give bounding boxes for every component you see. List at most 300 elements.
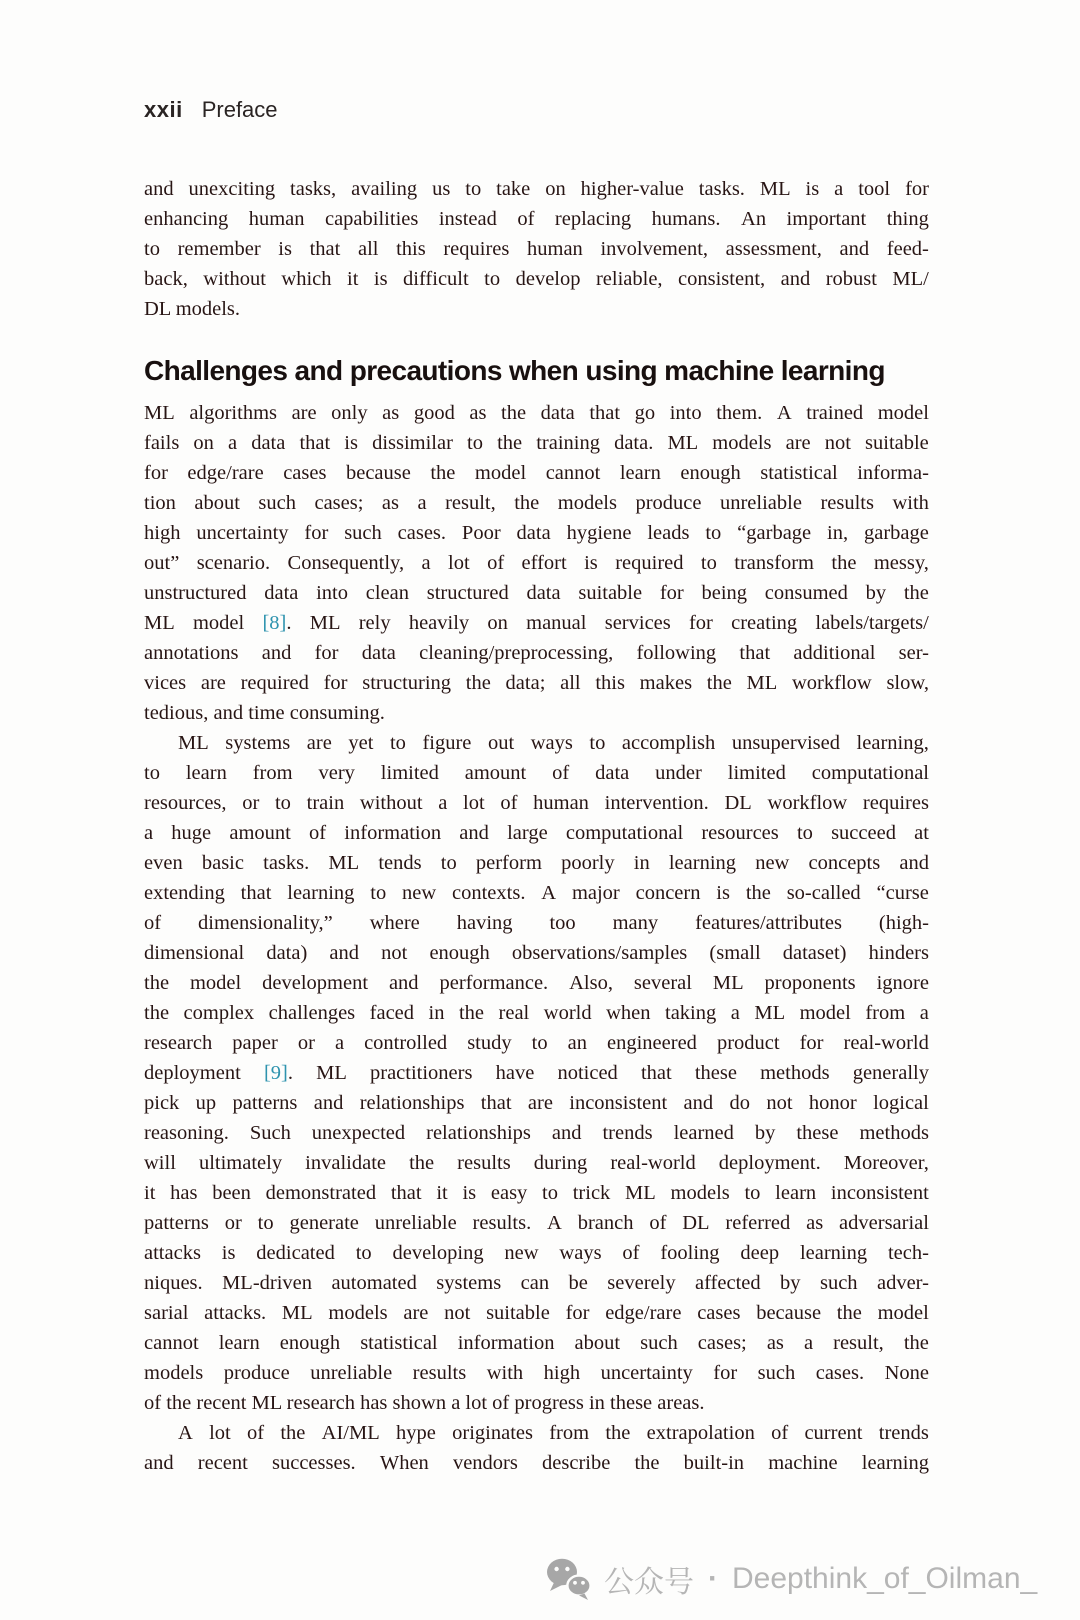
word: and (839, 238, 870, 260)
word: poorly (561, 852, 615, 874)
word: ML (759, 178, 791, 200)
text-line (144, 878, 929, 908)
word: challenges (268, 1002, 356, 1024)
word: a (919, 1002, 929, 1024)
word: inconsistent (830, 1182, 929, 1204)
word: patterns (144, 1212, 209, 1234)
word: cleaning/preprocessing, (419, 642, 614, 664)
word: inconsistent (569, 1092, 668, 1114)
word: manual (526, 612, 587, 634)
word: is (344, 432, 358, 454)
word: ML (316, 1062, 347, 1084)
word: generate (289, 1212, 359, 1234)
word: at (914, 822, 929, 844)
word: it (144, 1182, 156, 1204)
word: such (640, 1332, 678, 1354)
word: yet (348, 732, 374, 754)
word: suitable (578, 582, 643, 604)
word: of (144, 912, 162, 934)
word: that (240, 882, 272, 904)
word: in, (827, 522, 849, 544)
word: requires (862, 792, 929, 814)
word: for (144, 462, 168, 484)
word: edge/rare (187, 462, 264, 484)
word: the (465, 672, 491, 694)
word: during (533, 1152, 588, 1174)
word: intervention. (604, 792, 709, 814)
word: data) (266, 942, 308, 964)
word: [8]. (262, 612, 292, 634)
word: of (517, 208, 535, 230)
text-line (144, 518, 929, 548)
word: human (248, 208, 305, 230)
word: do (729, 1092, 750, 1114)
word: data (516, 522, 551, 544)
word: adversarial (839, 1212, 929, 1234)
word: under (655, 762, 702, 784)
word: that (299, 432, 331, 454)
word: has (170, 1182, 198, 1204)
word: as (469, 402, 487, 424)
word: learn (218, 1332, 260, 1354)
word: model (189, 972, 242, 994)
word: ML (746, 672, 778, 694)
word: human (533, 792, 589, 814)
word: a (730, 1002, 740, 1024)
citation-ref: [9] (263, 1062, 288, 1084)
word: ML (144, 402, 175, 424)
word: developing (392, 1242, 484, 1264)
word: model (474, 462, 527, 484)
word: slow, (886, 672, 929, 694)
word: and (683, 1092, 714, 1114)
word: is (584, 552, 598, 574)
word: and (388, 972, 419, 994)
word: where (369, 912, 420, 934)
word: dedicated (256, 1242, 335, 1264)
text-line (144, 578, 929, 608)
word: result, (833, 1332, 884, 1354)
word: hype (396, 1422, 436, 1444)
word: the (501, 402, 527, 424)
text-line (144, 1448, 929, 1478)
word: these (694, 1062, 737, 1084)
word: in (428, 1002, 445, 1024)
word: AI/ML (321, 1422, 380, 1444)
word: to (355, 1242, 372, 1264)
word: for (565, 1302, 590, 1324)
word: several (633, 972, 692, 994)
word: lot (448, 552, 470, 574)
word: a (417, 492, 427, 514)
word: to (531, 1032, 548, 1054)
word: study (467, 1032, 512, 1054)
word: unreliable (310, 1362, 393, 1384)
word: of (487, 552, 505, 574)
word: deployment (144, 1062, 241, 1084)
text-line (144, 1238, 929, 1268)
word: development (262, 972, 369, 994)
word: following (636, 642, 717, 664)
word: structuring (362, 672, 452, 694)
word: data (540, 402, 575, 424)
word: capabilities (324, 208, 419, 230)
word: methods (760, 1062, 830, 1084)
word: without (359, 792, 423, 814)
word: by (780, 1272, 801, 1294)
text-line (144, 938, 929, 968)
word: without (203, 268, 266, 290)
word: that (480, 1092, 512, 1114)
word: branch (577, 1212, 634, 1234)
word: major (571, 882, 620, 904)
word: not (824, 432, 851, 454)
word: learned (673, 1122, 734, 1144)
text-line (144, 428, 929, 458)
word: to (542, 1182, 558, 1204)
word: computational (565, 822, 684, 844)
word: trained (806, 402, 864, 424)
word: learning (287, 882, 355, 904)
word: are (200, 672, 226, 694)
word: reliable, (595, 268, 663, 290)
word: real-world (843, 1032, 929, 1054)
word: required (240, 672, 309, 694)
wechat-icon (546, 1557, 592, 1601)
word: data (595, 762, 630, 784)
word: resources (701, 822, 779, 844)
word: dissimilar (372, 432, 453, 454)
word: to (484, 268, 501, 290)
word: the (144, 1002, 170, 1024)
word: is (805, 178, 820, 200)
word: enough (429, 942, 490, 964)
word: being (701, 582, 748, 604)
word: human (527, 238, 583, 260)
word: availing (351, 178, 418, 200)
paragraph (144, 728, 929, 1418)
watermark-platform: 公众号 (604, 1566, 694, 1599)
paragraph (144, 398, 929, 728)
word: required (615, 552, 684, 574)
citation-ref: [8] (262, 612, 287, 634)
word: for (304, 522, 329, 544)
word: demonstrated (265, 1182, 377, 1204)
word: fooling (660, 1242, 720, 1264)
page-header (144, 97, 278, 123)
word: An (741, 208, 767, 230)
word: data. (614, 432, 654, 454)
word: ways (559, 1242, 602, 1264)
word: on (487, 612, 508, 634)
word: ML (625, 1182, 656, 1204)
word: world (543, 1002, 592, 1024)
word: workflow (792, 672, 872, 694)
word: this (396, 238, 426, 260)
word: trends (602, 1122, 653, 1144)
watermark (546, 1556, 1037, 1602)
text-line (144, 1268, 929, 1298)
word: ML (178, 732, 209, 754)
word: practitioners (370, 1062, 473, 1084)
section-heading: Challenges and precautions when using machine learning (144, 355, 885, 386)
word: a (227, 432, 238, 454)
word: are (403, 1302, 429, 1324)
word: ML (667, 432, 699, 454)
word: a (803, 1332, 814, 1354)
word: models (328, 1302, 388, 1324)
word: figure (422, 732, 472, 754)
word: this (595, 672, 625, 694)
word: not (381, 942, 408, 964)
word: ML-driven (222, 1272, 313, 1294)
word: dimensional (144, 942, 245, 964)
word: cannot (144, 1332, 199, 1354)
word: consumed (764, 582, 848, 604)
word: that (739, 642, 771, 664)
word: paper (232, 1032, 278, 1054)
word: adver- (876, 1272, 929, 1294)
text-line (144, 1058, 929, 1088)
text-line (144, 488, 929, 518)
word: Such (249, 1122, 291, 1144)
word: not (766, 1092, 793, 1114)
word: and (144, 1452, 174, 1474)
word: a (334, 1032, 345, 1054)
word: the (745, 882, 771, 904)
word: is (373, 268, 388, 290)
word: services (604, 612, 671, 634)
word: into (669, 402, 702, 424)
text-line (144, 398, 929, 428)
word: controlled (364, 1032, 448, 1054)
word: as (382, 402, 400, 424)
word: uncertainty (196, 522, 289, 544)
word: cases (697, 1302, 741, 1324)
word: information (457, 1332, 555, 1354)
word: on (193, 432, 214, 454)
word: trends (878, 1422, 929, 1444)
word: for (688, 612, 713, 634)
word: information (344, 822, 442, 844)
word: garbage (863, 522, 929, 544)
text-line (144, 668, 929, 698)
word: feed- (886, 238, 929, 260)
word: is (221, 1242, 236, 1264)
word: When (379, 1452, 429, 1474)
word: None (884, 1362, 929, 1384)
word: concern (635, 882, 701, 904)
word: messy, (873, 552, 929, 574)
word: up (195, 1092, 217, 1114)
word: learn (619, 462, 661, 484)
word: real-world (610, 1152, 696, 1174)
watermark-account: Deepthink_of_Oilman_ (732, 1562, 1038, 1595)
word: cases. (815, 1362, 865, 1384)
word: are (291, 402, 317, 424)
word: a (144, 822, 154, 844)
word: such (258, 492, 296, 514)
word: performance. (439, 972, 549, 994)
text-line (144, 1118, 929, 1148)
word: research (144, 1032, 213, 1054)
word: when (606, 1002, 651, 1024)
word: tasks. (698, 178, 745, 200)
word: and (144, 178, 174, 200)
word: the (458, 1002, 485, 1024)
word: model (799, 1002, 851, 1024)
word: pick (144, 1092, 180, 1114)
word: or (224, 1212, 242, 1234)
word: succeed (831, 822, 896, 844)
word: to (144, 762, 160, 784)
word: tends (378, 852, 422, 874)
word: to (144, 238, 160, 260)
word: taking (665, 1002, 717, 1024)
word: are (527, 1092, 553, 1114)
word: as (766, 1332, 784, 1354)
word: to (274, 792, 291, 814)
word: or (297, 1032, 315, 1054)
word: high (543, 1362, 581, 1384)
word: for (659, 582, 684, 604)
text-line (144, 758, 929, 788)
word: A (541, 882, 557, 904)
text-line (144, 1088, 929, 1118)
word: the (280, 1422, 306, 1444)
word: (small (709, 942, 761, 964)
word: successes. (272, 1452, 356, 1474)
word: as (806, 1212, 824, 1234)
word: logical (873, 1092, 929, 1114)
word: learning (799, 1242, 868, 1264)
word: from (549, 1422, 590, 1444)
word: result, (445, 492, 496, 514)
word: in (633, 852, 650, 874)
text-line (144, 638, 929, 668)
text-line (144, 908, 929, 938)
word: the (903, 582, 929, 604)
text-line (144, 548, 929, 578)
word: resources, (144, 792, 227, 814)
word: informa- (857, 462, 929, 484)
word: unstructured (144, 582, 247, 604)
word: creating (731, 612, 798, 634)
word: and (329, 942, 360, 964)
word: them. (716, 402, 763, 424)
paragraph (144, 1418, 929, 1478)
word: DL (724, 792, 752, 814)
word: dimensionality,” (198, 912, 333, 934)
word: and (551, 1122, 582, 1144)
word: noticed (557, 1062, 618, 1084)
word: systems (225, 732, 291, 754)
word: tasks, (290, 178, 337, 200)
word: automated (331, 1272, 417, 1294)
word: algorithms (189, 402, 277, 424)
word: ways (530, 732, 573, 754)
word: models (144, 1362, 204, 1384)
word: to (796, 822, 813, 844)
word: uncertainty (600, 1362, 693, 1384)
word: models (557, 492, 617, 514)
word: Also, (569, 972, 613, 994)
word: results (820, 492, 874, 514)
word: trick (572, 1182, 611, 1204)
word: instead (438, 208, 497, 230)
word: vices (144, 672, 187, 694)
word: because (345, 462, 411, 484)
word: extending (144, 882, 225, 904)
word: and (261, 642, 292, 664)
word: that (640, 1062, 672, 1084)
word: model (877, 402, 929, 424)
word: Poor (461, 522, 501, 544)
word: patterns (232, 1092, 298, 1114)
word: accomplish (621, 732, 716, 754)
word: having (456, 912, 513, 934)
word: good (413, 402, 455, 424)
word: that (309, 238, 341, 260)
word: the (634, 1452, 660, 1474)
word: thing (886, 208, 929, 230)
text-line (144, 1208, 929, 1238)
word: limited (380, 762, 439, 784)
word: affected (695, 1272, 761, 1294)
word: A (776, 402, 792, 424)
word: methods (859, 1122, 929, 1144)
word: perform (475, 852, 542, 874)
word: remember (177, 238, 261, 260)
word: ignore (876, 972, 929, 994)
word: the (430, 462, 456, 484)
word: the (836, 1302, 862, 1324)
word: to (467, 432, 483, 454)
word: referred (725, 1212, 791, 1234)
text-line (144, 1328, 929, 1358)
word: involvement, (600, 238, 709, 260)
word: huge (171, 822, 212, 844)
text-line (144, 1358, 929, 1388)
word: additional (793, 642, 876, 664)
word: can (520, 1272, 550, 1294)
word: cases; (697, 1332, 747, 1354)
word: are (306, 732, 332, 754)
word: ML (328, 852, 360, 874)
word: current (804, 1422, 863, 1444)
word: clean (365, 582, 409, 604)
word: data; (505, 672, 546, 694)
word: results. (472, 1212, 532, 1234)
word: structured (426, 582, 509, 604)
word: enough (279, 1332, 341, 1354)
word: invalidate (305, 1152, 386, 1174)
word: A (547, 1212, 562, 1234)
word: cases (283, 462, 327, 484)
word: have (495, 1062, 535, 1084)
word: models (712, 432, 772, 454)
word: built-in (683, 1452, 745, 1474)
word: the (831, 552, 857, 574)
word: by (754, 1122, 776, 1144)
word: important (786, 208, 867, 230)
word: train (306, 792, 345, 814)
word: with (486, 1362, 524, 1384)
text-line (144, 1148, 929, 1178)
word: unexpected (311, 1122, 406, 1144)
word: new (402, 882, 437, 904)
text-line (144, 174, 929, 204)
